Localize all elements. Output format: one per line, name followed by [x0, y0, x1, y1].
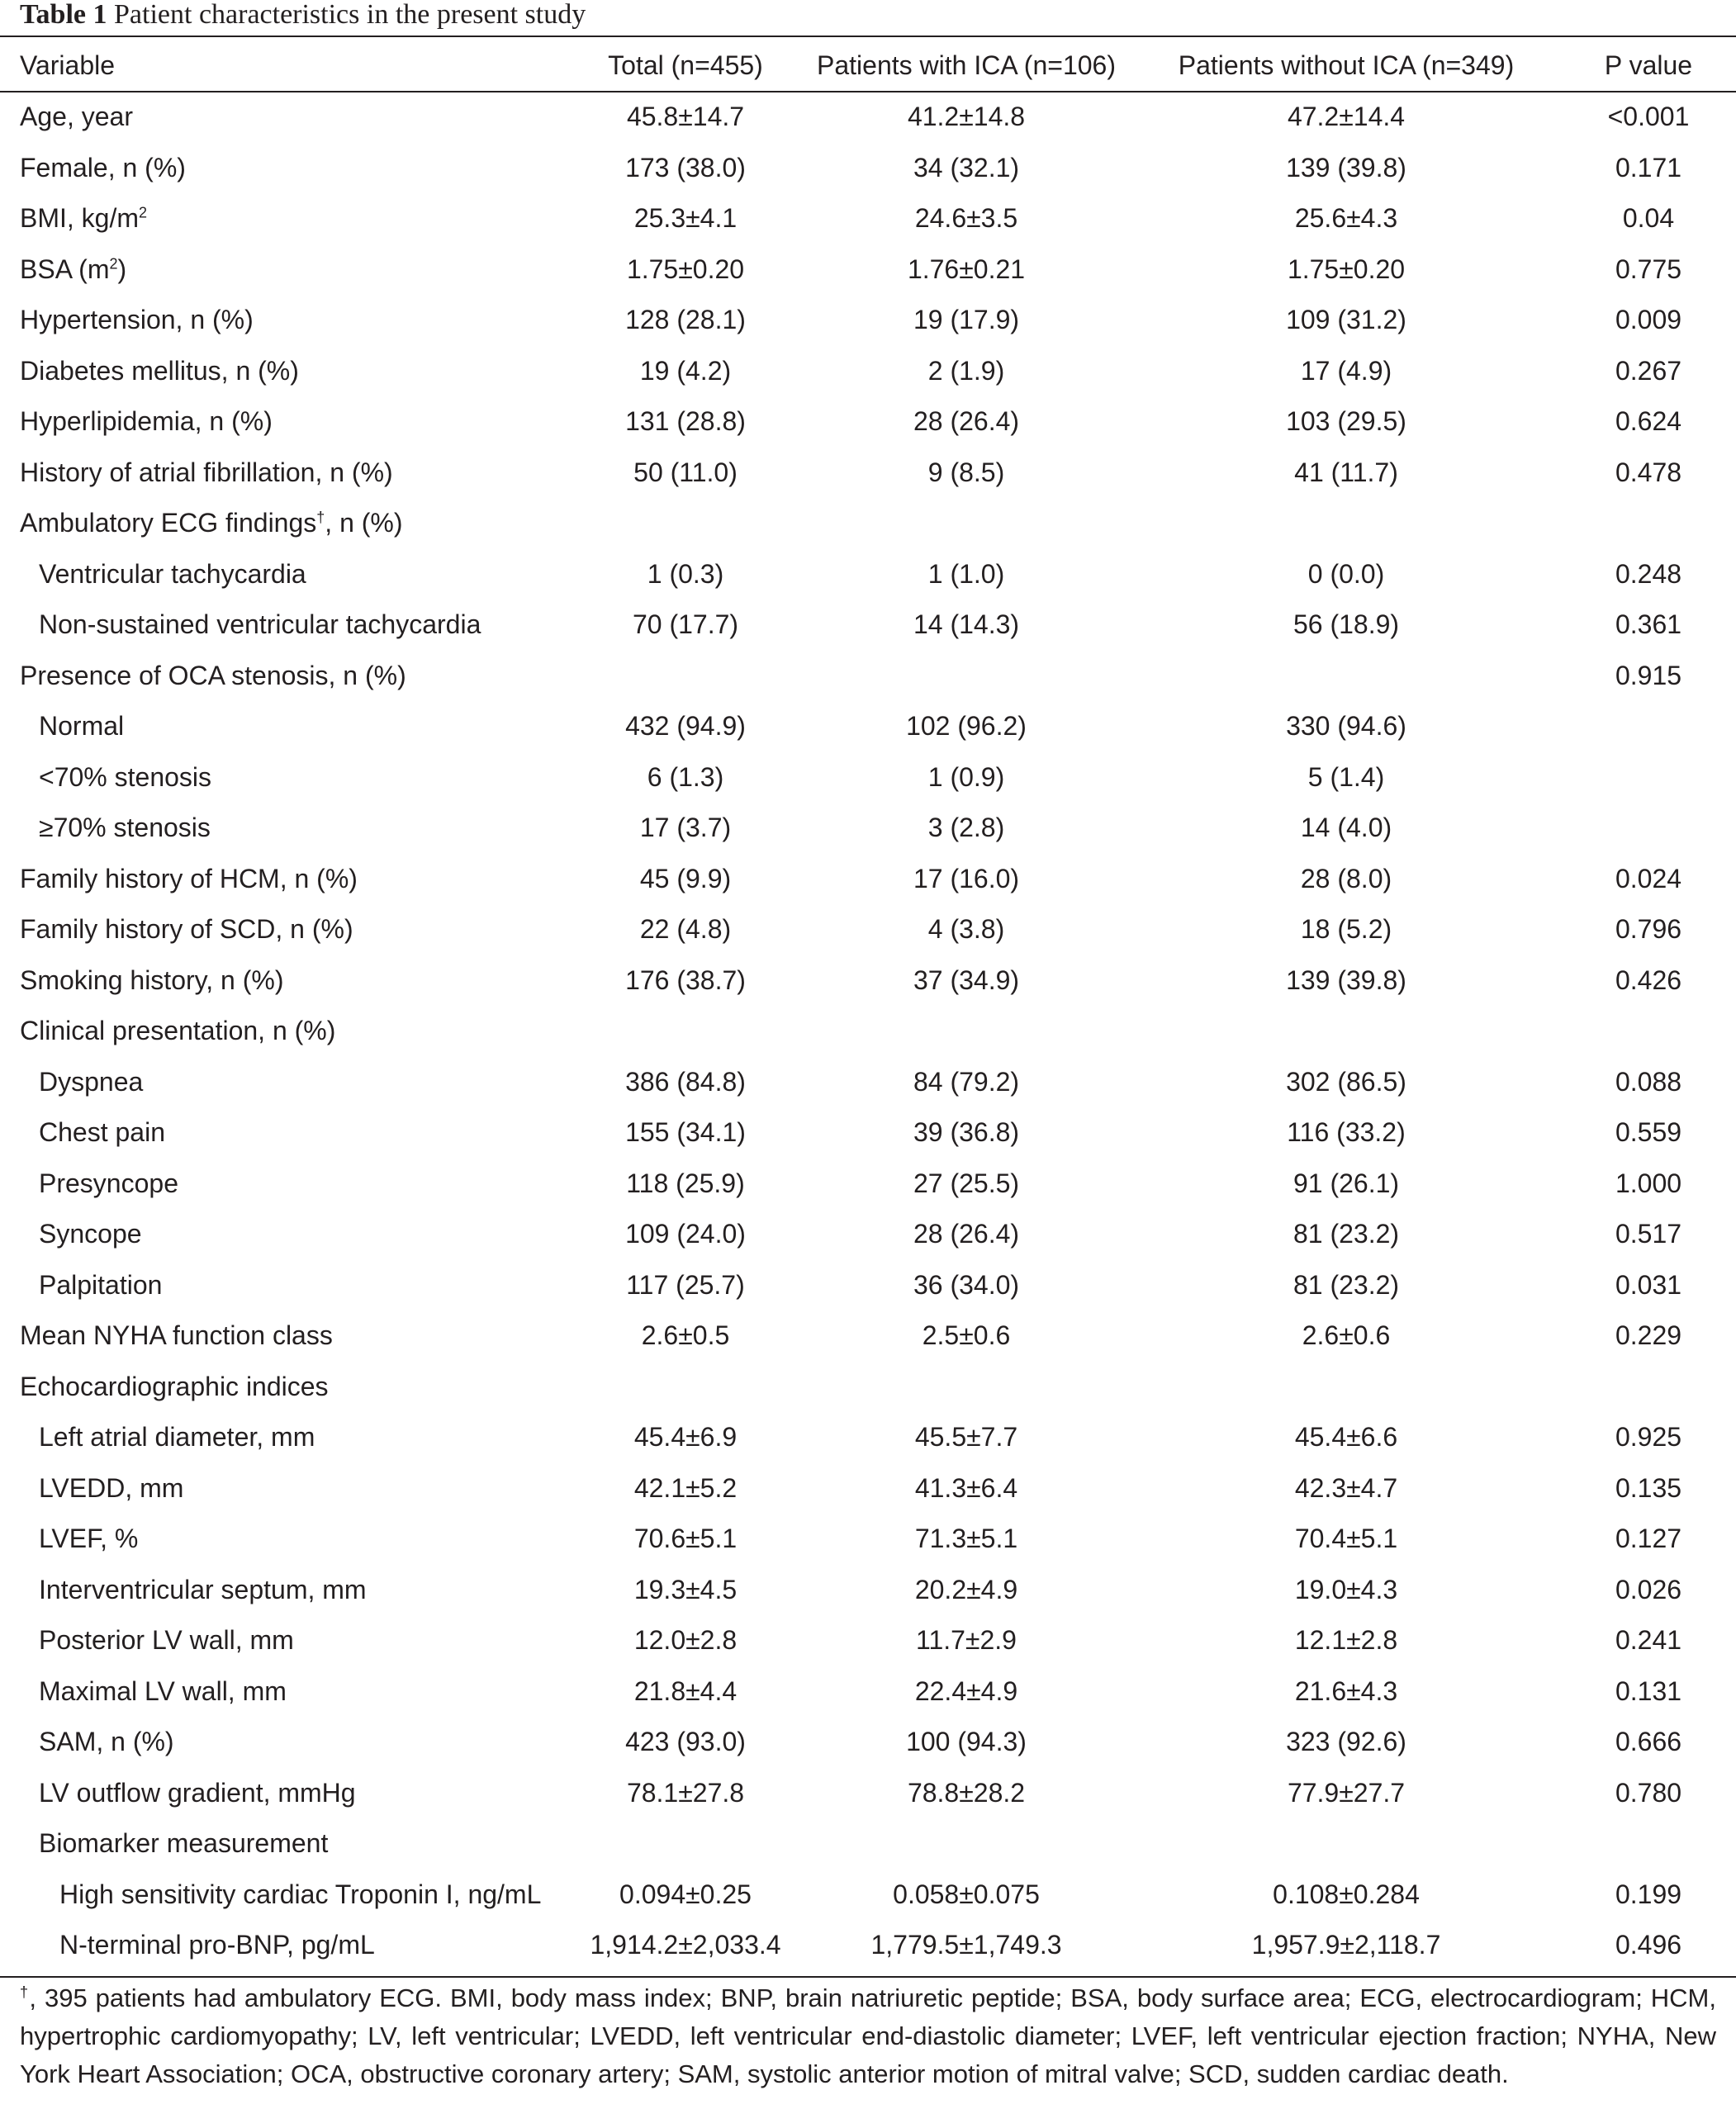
with-ica-cell: 41.2±14.8 — [907, 102, 1026, 132]
table-row — [0, 955, 1736, 1007]
total-cell: 21.8±4.4 — [633, 1675, 738, 1706]
without-ica-cell: 14 (4.0) — [1300, 813, 1392, 843]
variable-cell — [0, 1260, 570, 1311]
without-ica-cell: 56 (18.9) — [1293, 609, 1400, 640]
without-ica-cell: 12.1±2.8 — [1294, 1625, 1398, 1656]
total-cell: 78.1±27.8 — [626, 1777, 745, 1808]
p-value-cell: 0.267 — [1615, 355, 1682, 386]
with-ica-cell: 1 (1.0) — [927, 558, 1005, 589]
table-body — [0, 92, 1736, 1971]
variable-label: Echocardiographic indices — [20, 1371, 329, 1401]
variable-cell — [0, 448, 570, 499]
total-cell — [570, 651, 801, 702]
with-ica-cell: 9 (8.5) — [927, 457, 1005, 487]
without-ica-cell — [1131, 651, 1561, 702]
table-row — [0, 1768, 1736, 1819]
total-cell: 45.8±14.7 — [626, 102, 745, 132]
table-row — [0, 498, 1736, 549]
variable-cell — [0, 92, 570, 143]
without-ica-cell — [1131, 1818, 1561, 1870]
total-cell: 118 (25.9) — [626, 1168, 745, 1198]
variable-label: Biomarker measurement — [39, 1828, 329, 1859]
total-cell: 19 (4.2) — [639, 355, 732, 386]
total-cell: 70.6±5.1 — [633, 1524, 738, 1554]
without-ica-cell: 91 (26.1) — [1293, 1168, 1400, 1198]
variable-cell — [0, 803, 570, 854]
with-ica-cell: 17 (16.0) — [913, 863, 1020, 893]
variable-label: Female, n (%) — [20, 152, 186, 182]
table-row — [0, 396, 1736, 448]
without-ica-cell: 45.4±6.6 — [1294, 1422, 1398, 1453]
p-value-cell — [1561, 803, 1736, 854]
total-cell: 131 (28.8) — [625, 406, 746, 437]
table-row — [0, 803, 1736, 854]
with-ica-cell: 0.058±0.075 — [893, 1879, 1040, 1909]
total-cell: 22 (4.8) — [639, 914, 732, 945]
variable-label: Syncope — [39, 1219, 142, 1249]
p-value-cell: 0.780 — [1615, 1777, 1682, 1808]
variable-label: Presence of OCA stenosis, n (%) — [20, 660, 406, 690]
variable-cell — [0, 600, 570, 651]
variable-cell — [0, 1717, 570, 1768]
p-value-cell: 0.248 — [1615, 558, 1682, 589]
total-cell — [570, 1006, 801, 1057]
table-row — [0, 701, 1736, 752]
variable-cell — [0, 752, 570, 803]
variable-label: Left atrial diameter, mm — [39, 1422, 315, 1453]
variable-label: History of atrial fibrillation, n (%) — [20, 457, 393, 487]
variable-label: Clinical presentation, n (%) — [20, 1016, 336, 1046]
without-ica-cell: 70.4±5.1 — [1294, 1524, 1398, 1554]
header-total: Total (n=455) — [608, 50, 763, 80]
variable-label: Interventricular septum, mm — [39, 1574, 367, 1604]
characteristics-table — [0, 39, 1736, 1971]
without-ica-cell: 139 (39.8) — [1286, 152, 1406, 182]
variable-cell — [0, 854, 570, 905]
table-row — [0, 244, 1736, 296]
bottom-rule — [0, 1976, 1736, 1978]
variable-cell — [0, 1768, 570, 1819]
with-ica-cell: 100 (94.3) — [906, 1727, 1027, 1757]
variable-cell — [0, 1209, 570, 1260]
total-cell: 176 (38.7) — [625, 964, 746, 995]
with-ica-cell — [801, 498, 1131, 549]
without-ica-cell: 103 (29.5) — [1286, 406, 1406, 437]
p-value-cell: 0.496 — [1615, 1930, 1682, 1960]
variable-cell — [0, 1870, 570, 1921]
total-cell: 0.094±0.25 — [619, 1879, 752, 1909]
total-cell: 50 (11.0) — [633, 457, 738, 487]
with-ica-cell: 1,779.5±1,749.3 — [870, 1930, 1062, 1960]
table-row — [0, 1920, 1736, 1971]
table-row — [0, 1057, 1736, 1108]
variable-cell — [0, 701, 570, 752]
variable-label: Chest pain — [39, 1117, 165, 1148]
variable-label: Mean NYHA function class — [20, 1320, 333, 1351]
total-cell: 1.75±0.20 — [626, 254, 745, 284]
variable-cell — [0, 1362, 570, 1413]
table-row — [0, 549, 1736, 600]
variable-label: LV outflow gradient, mmHg — [39, 1777, 356, 1808]
with-ica-cell — [801, 1362, 1131, 1413]
table-row — [0, 1565, 1736, 1616]
without-ica-cell: 42.3±4.7 — [1294, 1472, 1398, 1503]
p-value-cell — [1561, 752, 1736, 803]
total-cell: 1,914.2±2,033.4 — [590, 1930, 781, 1960]
table-row — [0, 193, 1736, 244]
without-ica-cell: 81 (23.2) — [1293, 1269, 1400, 1300]
variable-cell — [0, 143, 570, 194]
without-ica-cell — [1131, 498, 1561, 549]
header-p-value: P value — [1604, 50, 1693, 80]
variable-label: High sensitivity cardiac Troponin I, ng/mL — [59, 1879, 542, 1909]
variable-cell — [0, 295, 570, 346]
with-ica-cell — [801, 1006, 1131, 1057]
with-ica-cell: 24.6±3.5 — [914, 203, 1018, 234]
table-caption — [20, 0, 586, 33]
table-row — [0, 904, 1736, 955]
with-ica-cell: 41.3±6.4 — [914, 1472, 1018, 1503]
without-ica-cell: 25.6±4.3 — [1294, 203, 1398, 234]
p-value-cell — [1561, 701, 1736, 752]
variable-label: Ventricular tachycardia — [39, 558, 306, 589]
p-value-cell: 0.024 — [1615, 863, 1682, 893]
variable-label: Hyperlipidemia, n (%) — [20, 406, 273, 437]
top-rule — [0, 36, 1736, 37]
table-row — [0, 1717, 1736, 1768]
table-row — [0, 1362, 1736, 1413]
without-ica-cell: 21.6±4.3 — [1294, 1675, 1398, 1706]
with-ica-cell: 36 (34.0) — [913, 1269, 1020, 1300]
total-cell: 25.3±4.1 — [633, 203, 738, 234]
variable-label: Normal — [39, 711, 125, 742]
table-row — [0, 1412, 1736, 1463]
table-row — [0, 1870, 1736, 1921]
total-cell: 2.6±0.5 — [641, 1320, 730, 1351]
variable-cell — [0, 549, 570, 600]
p-value-cell: 0.915 — [1615, 660, 1682, 690]
total-cell: 45 (9.9) — [639, 863, 732, 893]
with-ica-cell: 19 (17.9) — [913, 305, 1020, 335]
p-value-cell: 0.131 — [1615, 1675, 1682, 1706]
variable-superscript: 2 — [109, 255, 118, 273]
without-ica-cell: 41 (11.7) — [1294, 457, 1398, 487]
variable-label: Age, year — [20, 102, 133, 132]
without-ica-cell: 28 (8.0) — [1300, 863, 1392, 893]
total-cell — [570, 498, 801, 549]
table-row — [0, 1666, 1736, 1718]
footnote-mark: † — [20, 1983, 30, 2001]
variable-cell — [0, 396, 570, 448]
without-ica-cell: 116 (33.2) — [1287, 1117, 1406, 1148]
table-row — [0, 1159, 1736, 1210]
variable-cell — [0, 498, 570, 549]
total-cell: 6 (1.3) — [647, 761, 724, 792]
with-ica-cell: 34 (32.1) — [913, 152, 1020, 182]
variable-cell — [0, 1310, 570, 1362]
table-row — [0, 1310, 1736, 1362]
without-ica-cell: 109 (31.2) — [1286, 305, 1406, 335]
table-row — [0, 1006, 1736, 1057]
p-value-cell: 0.478 — [1615, 457, 1682, 487]
total-cell — [570, 1818, 801, 1870]
variable-cell — [0, 1463, 570, 1514]
variable-label: <70% stenosis — [39, 761, 212, 792]
without-ica-cell: 17 (4.9) — [1300, 355, 1392, 386]
with-ica-cell: 28 (26.4) — [913, 406, 1020, 437]
variable-cell — [0, 1057, 570, 1108]
table-title: Patient characteristics in the present study — [114, 0, 586, 30]
variable-cell — [0, 1514, 570, 1565]
total-cell: 155 (34.1) — [625, 1117, 746, 1148]
table-row — [0, 1107, 1736, 1159]
p-value-cell: 1.000 — [1615, 1168, 1682, 1198]
table-row — [0, 1615, 1736, 1666]
variable-cell — [0, 1818, 570, 1870]
footnote-text: , 395 patients had ambulatory ECG. BMI, body mass index; BNP, brain natriuretic peptide; BSA, body surface area; ECG, electrocardiogram; HCM, hypertrophic cardiomyopathy; LV, left ventricular; LVEDD, left ventricular end-diastolic diameter; LVEF, left ventricular ejection fraction; NYHA, New York Heart Association; OCA, obstructive coronary artery; SAM, systolic anterior motion of mitral valve; SCD, sudden cardiac death. — [20, 1983, 1716, 2088]
total-cell: 12.0±2.8 — [633, 1625, 738, 1656]
table-row — [0, 295, 1736, 346]
table-row — [0, 1209, 1736, 1260]
p-value-cell: 0.775 — [1615, 254, 1682, 284]
table-row — [0, 92, 1736, 143]
without-ica-cell: 5 (1.4) — [1307, 761, 1385, 792]
without-ica-cell: 2.6±0.6 — [1302, 1320, 1391, 1351]
variable-cell — [0, 1615, 570, 1666]
table-row — [0, 752, 1736, 803]
total-cell: 117 (25.7) — [626, 1269, 745, 1300]
with-ica-cell: 11.7±2.9 — [916, 1625, 1017, 1656]
without-ica-cell — [1131, 1006, 1561, 1057]
variable-label: Dyspnea — [39, 1066, 144, 1097]
variable-cell — [0, 346, 570, 397]
variable-label: Family history of HCM, n (%) — [20, 863, 358, 893]
variable-label: BMI, kg/m — [20, 203, 140, 234]
p-value-cell: 0.559 — [1615, 1117, 1682, 1148]
table-row — [0, 143, 1736, 194]
without-ica-cell: 302 (86.5) — [1286, 1066, 1406, 1097]
total-cell: 109 (24.0) — [625, 1219, 746, 1249]
total-cell: 17 (3.7) — [639, 813, 732, 843]
p-value-cell — [1561, 1362, 1736, 1413]
variable-superscript: 2 — [139, 204, 148, 221]
table-row — [0, 854, 1736, 905]
p-value-cell: <0.001 — [1607, 102, 1690, 132]
table-row — [0, 448, 1736, 499]
without-ica-cell: 77.9±27.7 — [1287, 1777, 1406, 1808]
with-ica-cell: 14 (14.3) — [913, 609, 1020, 640]
total-cell: 432 (94.9) — [625, 711, 746, 742]
p-value-cell: 0.426 — [1615, 964, 1682, 995]
header-row — [0, 39, 1736, 92]
with-ica-cell: 102 (96.2) — [906, 711, 1027, 742]
variable-label: Hypertension, n (%) — [20, 305, 254, 335]
variable-suffix: , n (%) — [325, 508, 403, 538]
total-cell: 1 (0.3) — [647, 558, 724, 589]
p-value-cell: 0.04 — [1622, 203, 1675, 234]
with-ica-cell: 1.76±0.21 — [907, 254, 1026, 284]
variable-label: Non-sustained ventricular tachycardia — [39, 609, 481, 640]
with-ica-cell — [801, 1818, 1131, 1870]
table-row — [0, 346, 1736, 397]
without-ica-cell: 81 (23.2) — [1293, 1219, 1400, 1249]
without-ica-cell: 0 (0.0) — [1307, 558, 1385, 589]
p-value-cell — [1561, 498, 1736, 549]
total-cell: 45.4±6.9 — [633, 1422, 738, 1453]
variable-cell — [0, 1565, 570, 1616]
variable-cell — [0, 1666, 570, 1718]
table-row — [0, 1260, 1736, 1311]
with-ica-cell: 27 (25.5) — [913, 1168, 1020, 1198]
variable-label: SAM, n (%) — [39, 1727, 174, 1757]
without-ica-cell: 1.75±0.20 — [1287, 254, 1406, 284]
variable-cell — [0, 904, 570, 955]
with-ica-cell — [801, 651, 1131, 702]
variable-label: Palpitation — [39, 1269, 163, 1300]
table-row — [0, 600, 1736, 651]
variable-label: ≥70% stenosis — [39, 813, 211, 843]
variable-label: LVEF, % — [39, 1524, 139, 1554]
variable-cell — [0, 1006, 570, 1057]
table-row — [0, 1463, 1736, 1514]
table-label: Table 1 — [20, 0, 107, 30]
with-ica-cell: 22.4±4.9 — [914, 1675, 1018, 1706]
p-value-cell: 0.171 — [1615, 152, 1682, 182]
variable-cell — [0, 955, 570, 1007]
p-value-cell: 0.199 — [1615, 1879, 1682, 1909]
total-cell: 173 (38.0) — [625, 152, 746, 182]
total-cell — [570, 1362, 801, 1413]
p-value-cell: 0.009 — [1615, 305, 1682, 335]
with-ica-cell: 78.8±28.2 — [907, 1777, 1026, 1808]
with-ica-cell: 37 (34.9) — [913, 964, 1020, 995]
p-value-cell: 0.135 — [1615, 1472, 1682, 1503]
variable-label: N-terminal pro-BNP, pg/mL — [59, 1930, 375, 1960]
total-cell: 423 (93.0) — [625, 1727, 746, 1757]
variable-label: Family history of SCD, n (%) — [20, 914, 353, 945]
variable-label: BSA (m — [20, 254, 110, 284]
variable-suffix: ) — [117, 254, 127, 284]
with-ica-cell: 45.5±7.7 — [914, 1422, 1018, 1453]
variable-label: Presyncope — [39, 1168, 178, 1198]
total-cell: 386 (84.8) — [625, 1066, 746, 1097]
without-ica-cell: 323 (92.6) — [1286, 1727, 1406, 1757]
without-ica-cell: 0.108±0.284 — [1273, 1879, 1420, 1909]
variable-cell — [0, 244, 570, 296]
table-row — [0, 1818, 1736, 1870]
table-row — [0, 1514, 1736, 1565]
variable-label: Ambulatory ECG findings — [20, 508, 317, 538]
without-ica-cell — [1131, 1362, 1561, 1413]
header-with-ica: Patients with ICA (n=106) — [817, 50, 1116, 80]
without-ica-cell: 47.2±14.4 — [1287, 102, 1406, 132]
total-cell: 70 (17.7) — [632, 609, 739, 640]
variable-label: Posterior LV wall, mm — [39, 1625, 294, 1656]
variable-cell — [0, 1920, 570, 1971]
p-value-cell: 0.666 — [1615, 1727, 1682, 1757]
p-value-cell: 0.241 — [1615, 1625, 1682, 1656]
header-variable: Variable — [20, 50, 116, 80]
variable-label: Diabetes mellitus, n (%) — [20, 355, 299, 386]
variable-cell — [0, 193, 570, 244]
with-ica-cell: 20.2±4.9 — [914, 1574, 1018, 1604]
p-value-cell: 0.088 — [1615, 1066, 1682, 1097]
p-value-cell: 0.925 — [1615, 1422, 1682, 1453]
with-ica-cell: 3 (2.8) — [927, 813, 1005, 843]
p-value-cell: 0.517 — [1615, 1219, 1682, 1249]
variable-cell — [0, 1412, 570, 1463]
without-ica-cell: 330 (94.6) — [1286, 711, 1406, 742]
total-cell: 128 (28.1) — [625, 305, 746, 335]
variable-cell — [0, 651, 570, 702]
variable-label: Smoking history, n (%) — [20, 964, 284, 995]
header-without-ica: Patients without ICA (n=349) — [1178, 50, 1515, 80]
with-ica-cell: 1 (0.9) — [927, 761, 1005, 792]
variable-superscript: † — [316, 509, 325, 526]
variable-cell — [0, 1107, 570, 1159]
with-ica-cell: 2.5±0.6 — [922, 1320, 1011, 1351]
with-ica-cell: 28 (26.4) — [913, 1219, 1020, 1249]
p-value-cell: 0.796 — [1615, 914, 1682, 945]
p-value-cell — [1561, 1818, 1736, 1870]
without-ica-cell: 1,957.9±2,118.7 — [1251, 1930, 1441, 1960]
p-value-cell: 0.127 — [1615, 1524, 1682, 1554]
with-ica-cell: 4 (3.8) — [927, 914, 1005, 945]
table-footnote — [20, 1979, 1716, 2093]
with-ica-cell: 71.3±5.1 — [914, 1524, 1018, 1554]
with-ica-cell: 84 (79.2) — [913, 1066, 1020, 1097]
variable-label: Maximal LV wall, mm — [39, 1675, 287, 1706]
p-value-cell: 0.624 — [1615, 406, 1682, 437]
without-ica-cell: 139 (39.8) — [1286, 964, 1406, 995]
variable-label: LVEDD, mm — [39, 1472, 184, 1503]
p-value-cell — [1561, 1006, 1736, 1057]
p-value-cell: 0.026 — [1615, 1574, 1682, 1604]
without-ica-cell: 19.0±4.3 — [1294, 1574, 1398, 1604]
with-ica-cell: 39 (36.8) — [913, 1117, 1020, 1148]
with-ica-cell: 2 (1.9) — [927, 355, 1005, 386]
p-value-cell: 0.031 — [1615, 1269, 1682, 1300]
total-cell: 19.3±4.5 — [633, 1574, 738, 1604]
total-cell: 42.1±5.2 — [633, 1472, 738, 1503]
table-row — [0, 651, 1736, 702]
variable-cell — [0, 1159, 570, 1210]
p-value-cell: 0.361 — [1615, 609, 1682, 640]
p-value-cell: 0.229 — [1615, 1320, 1682, 1351]
without-ica-cell: 18 (5.2) — [1300, 914, 1392, 945]
